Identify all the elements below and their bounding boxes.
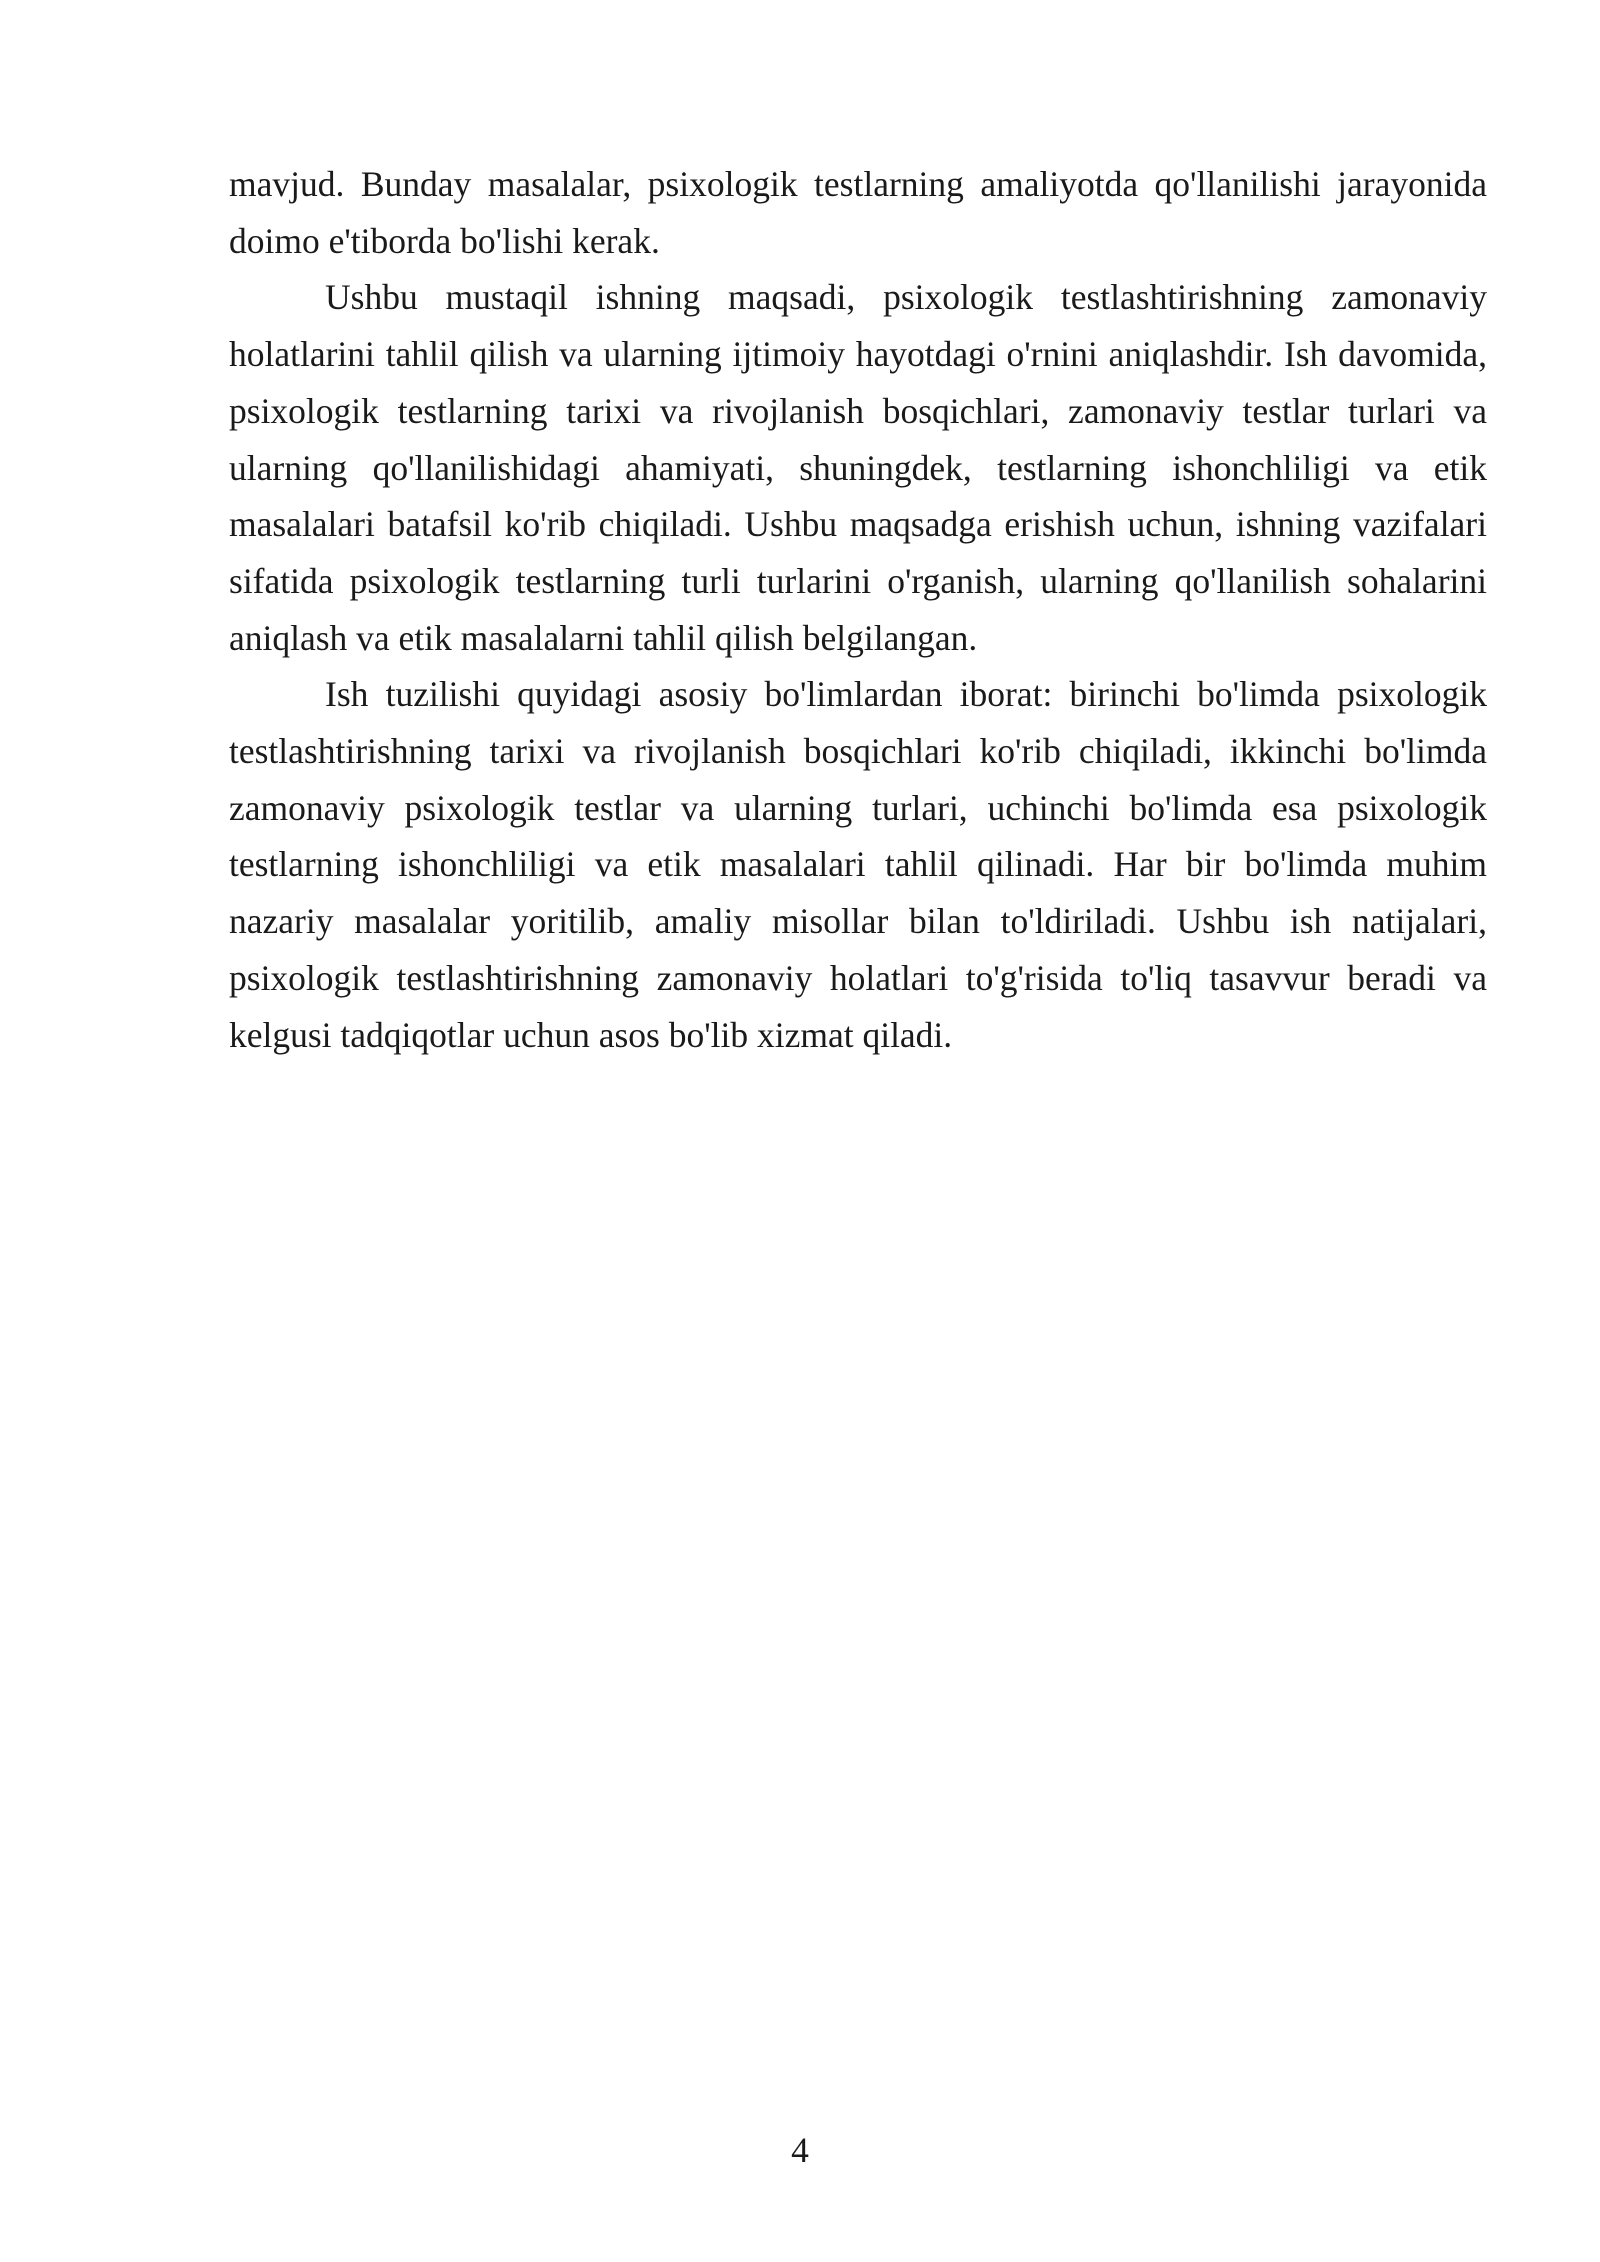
paragraph-continuation: mavjud. Bunday masalalar, psixologik testlarning amaliyotda qo'llanilishi jarayonida doimo e'tiborda bo'lishi kerak. [229,164,1487,261]
paragraph-structure: Ish tuzilishi quyidagi asosiy bo'limlardan iborat: birinchi bo'limda psixologik testlashtirishning tarixi va rivojlanish bosqichlari ko'rib chiqiladi, ikkinchi bo'limda zamonaviy psixologik testlar va ularning turlari, uchinchi bo'limda esa psixologik testlarning ishonchliligi va etik masalalari tahlil qilinadi. Har bir bo'limda muhim nazariy masalalar yoritilib, amaliy misollar bilan to'ldiriladi. Ushbu ish natijalari, psixologik testlashtirishning zamonaviy holatlari to'g'risida to'liq tasavvur beradi va kelgusi tadqiqotlar uchun asos bo'lib xizmat qiladi. [229,674,1487,1055]
document-body [229,156,1487,1063]
page-number: 4 [791,2130,809,2170]
paragraph-purpose: Ushbu mustaqil ishning maqsadi, psixologik testlashtirishning zamonaviy holatlarini tahlil qilish va ularning ijtimoiy hayotdagi o'rnini aniqlashdir. Ish davomida, psixologik testlarning tarixi va rivojlanish bosqichlari, zamonaviy testlar turlari va ularning qo'llanilishidagi ahamiyati, shuningdek, testlarning ishonchliligi va etik masalalari batafsil ko'rib chiqiladi. Ushbu maqsadga erishish uchun, ishning vazifalari sifatida psixologik testlarning turli turlarini o'rganish, ularning qo'llanilish sohalarini aniqlash va etik masalalarni tahlil qilish belgilangan. [229,277,1487,658]
